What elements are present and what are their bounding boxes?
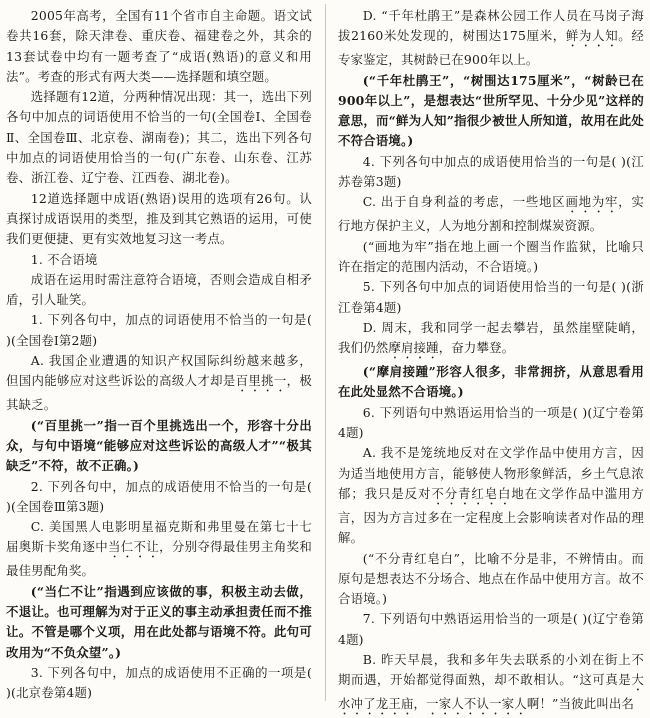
dotted-idiom: 画地为牢 [565, 194, 619, 210]
intro-paragraph: 12道选择题中成语(熟语)误用的选项有26句。认真探讨成语误用的类型，推及到其它熟语的运用，可使我们更便捷、更有实效地复习这一考点。 [6, 190, 312, 247]
question-stem: 3. 下列各句中，加点的成语使用不正确的一项是( )(北京卷第4题) [6, 664, 312, 701]
question-option: C. 出于自身利益的考虑，一些地区画地为牢，实行地方保护主义，人为地分割和控制煤炭资源。 [338, 194, 644, 234]
dotted-idiom: 大水冲了龙王庙，一家人不认一家人 [338, 672, 644, 712]
answer-explanation: (“画地为牢”指在地上画一个圈当作监狱，比喻只许在指定的范围内活动，不合语境。) [338, 238, 644, 274]
left-column [6, 6, 312, 704]
intro-paragraph: 2005年高考，全国有11个省市自主命题。语文试卷共16套，除天津卷、重庆卷、福建卷之外，其余的13套试卷中均有一题考查了“成语(熟语)的意义和用法”。考查的形式有两大类——选择题和填空题。 [6, 8, 312, 84]
question-stem: 1. 下列各句中，加点的词语使用不恰当的一句是( )(全国卷Ⅰ第2题) [6, 312, 312, 348]
question-stem: 5. 下列各句中加点的词语使用恰当的一句是( )(浙江卷第4题) [338, 279, 644, 315]
section-text: 成语在运用时需注意符合语境，否则会造成自相矛盾，引人耻笑。 [6, 271, 312, 308]
section-heading: 1. 不合语境 [30, 251, 98, 267]
question-stem: 4. 下列各句中加点的成语使用恰当的一句是( )(江苏卷第3题) [338, 153, 644, 190]
answer-explanation: (“当仁不让”指遇到应该做的事，积极主动去做，不退让。也可理解为对于正义的事主动承担责任而不推让。不管是哪个义项，用在此处都与语境不符。此句可改用为“不负众望”。) [6, 583, 312, 660]
question-stem: 7. 下列语句中熟语运用恰当的一项是( )(辽宁卷第4题) [338, 611, 644, 647]
question-stem: 6. 下列语句中熟语运用恰当的一项是( )(辽宁卷第4题) [338, 404, 644, 441]
question-option: A. 我不是笼统地反对在文学作品中使用方言，因为适当地使用方言，能够使人物形象鲜活，乡土气息浓郁；我只是反对不分青红皂白地在文学作品中滥用方言，因为方言过多在一定程度上会影响读者对作品的理解。 [338, 445, 645, 546]
dotted-idiom: 鲜为人知 [565, 28, 619, 44]
intro-paragraph: 选择题有12道，分两种情况出现：其一，选出下列各句中加点的词语使用不恰当的一句(全国卷Ⅰ、全国卷Ⅱ、全国卷Ⅲ、北京卷、湖南卷)；其二，选出下列各句中加点的词语使用恰当的一句(广东卷、山东卷、江苏卷、浙江卷、辽宁卷、江西卷、湖北卷)。 [6, 89, 312, 186]
answer-explanation: (“不分青红皂白”，比喻不分是非，不辨情由。而原句是想表达不分场合、地点在作品中使用方言。故不合语境。) [338, 550, 644, 607]
column-divider [325, 4, 326, 701]
dotted-idiom: 百里挑一 [235, 373, 287, 389]
right-column [338, 6, 644, 718]
dotted-idiom: 不分青红皂白 [431, 485, 512, 501]
dotted-idiom: 摩肩接踵 [388, 340, 439, 356]
question-option: A. 我国企业遭遇的知识产权国际纠纷越来越多，但国内能够应对这些诉讼的高级人才却是百里挑一，极其缺乏。 [6, 353, 312, 413]
question-option: C. 美国黑人电影明星福克斯和弗里曼在第七十七届奥斯卡奖角逐中当仁不让，分别夺得最佳男主角奖和最佳男配角奖。 [6, 519, 312, 579]
dotted-idiom: 当仁不让 [108, 539, 160, 555]
answer-explanation: (“摩肩接踵”形容人很多，非常拥挤，从意思看用在此处显然不合语境。) [338, 364, 644, 400]
answer-explanation: (“千年杜鹃王”，“树围达175厘米”，“树龄已在900年以上”，是想表达“世所罕见、十分少见”这样的意思，而“鲜为人知”指很少被世人所知道，故用在此处不符合语境。) [338, 72, 644, 149]
answer-explanation: (“百里挑一”指一百个里挑选出一个，形容十分出众，与句中语境“能够应对这些诉讼的高级人才”“极其缺乏”不符，故不正确。) [6, 417, 312, 474]
question-stem: 2. 下列各句中，加点的成语使用不恰当的一句是( )(全国卷Ⅲ第3题) [6, 478, 312, 514]
question-option: D. “千年杜鹃王”是森林公园工作人员在马岗子海拔2160米处发现的，树围达175厘米，鲜为人知。经专家鉴定，其树龄已在900年以上。 [338, 8, 644, 68]
question-option: D. 周末，我和同学一起去攀岩，虽然崖壁陡峭，我们仍然摩肩接踵，奋力攀登。 [338, 319, 644, 356]
question-option: B. 昨天早晨，我和多年失去联系的小刘在街上不期而遇，开始都觉得面熟，却不敢相认。“这可真是大水冲了龙王庙，一家人不认一家人啊！”当彼此叫出名 [338, 652, 644, 712]
